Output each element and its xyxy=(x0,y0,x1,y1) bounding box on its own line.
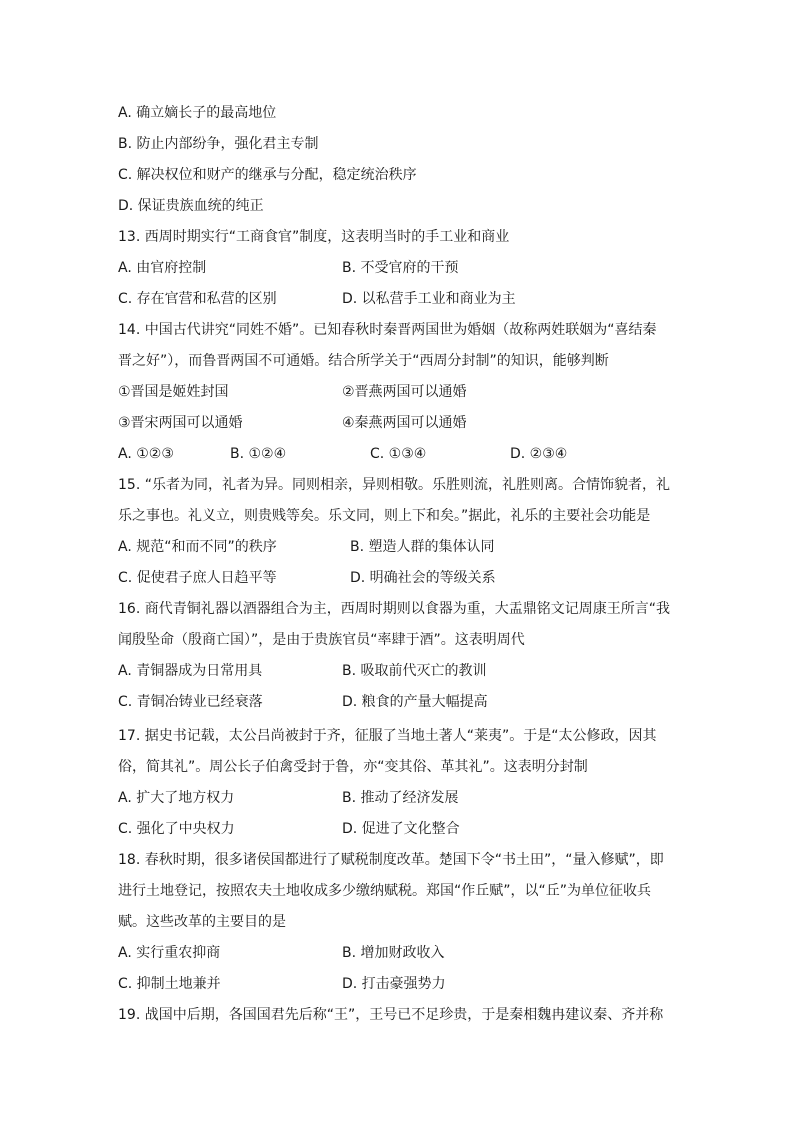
q15-option-d: D. 明确社会的等级关系 xyxy=(350,570,496,586)
q18-option-d: D. 打击豪强势力 xyxy=(342,976,446,992)
q12-option-b: B. 防止内部纷争，强化君主专制 xyxy=(118,136,319,152)
q17-stem-line-2: 俗，简其礼”。周公长子伯禽受封于鲁，亦“变其俗、革其礼”。这表明分封制 xyxy=(118,759,588,775)
q18-stem-line-2: 进行土地登记，按照农夫土地收成多少缴纳赋税。郑国“作丘赋”，以“丘”为单位征收兵 xyxy=(118,883,652,899)
q13-option-a: A. 由官府控制 xyxy=(118,260,207,276)
q17-stem-line-1: 17. 据史书记载，太公吕尚被封于齐，征服了当地土著人“莱夷”。于是“太公修政，因其 xyxy=(118,728,657,744)
q14-stem-line-2: 晋之好”），而鲁晋两国不可通婚。结合所学关于“西周分封制”的知识，能够判断 xyxy=(118,353,609,369)
q16-option-b: B. 吸取前代灭亡的教训 xyxy=(342,663,487,679)
q15-option-c: C. 促使君子庶人日趋平等 xyxy=(118,570,277,586)
q17-option-c: C. 强化了中央权力 xyxy=(118,821,235,837)
q17-option-b: B. 推动了经济发展 xyxy=(342,790,459,806)
q12-option-a: A. 确立嫡长子的最高地位 xyxy=(118,105,277,121)
q16-option-a: A. 青铜器成为日常用具 xyxy=(118,663,263,679)
q18-option-c: C. 抑制土地兼并 xyxy=(118,976,221,992)
q14-statement-1: ①晋国是姬姓封国 xyxy=(118,384,229,400)
q13-stem: 13. 西周时期实行“工商食官”制度，这表明当时的手工业和商业 xyxy=(118,229,510,245)
q14-statement-2: ②晋燕两国可以通婚 xyxy=(342,384,467,400)
q16-option-d: D. 粮食的产量大幅提高 xyxy=(342,694,488,710)
q13-option-b: B. 不受官府的干预 xyxy=(342,260,459,276)
q14-option-c: C. ①③④ xyxy=(370,446,427,462)
q16-stem-line-1: 16. 商代青铜礼器以酒器组合为主，西周时期则以食器为重，大盂鼎铭文记周康王所言“我 xyxy=(118,601,670,617)
q14-statement-4: ④秦燕两国可以通婚 xyxy=(342,415,467,431)
q12-option-c: C. 解决权位和财产的继承与分配，稳定统治秩序 xyxy=(118,167,417,183)
q13-option-d: D. 以私营手工业和商业为主 xyxy=(342,291,516,307)
q17-option-d: D. 促进了文化整合 xyxy=(342,821,460,837)
q14-stem-line-1: 14. 中国古代讲究“同姓不婚”。已知春秋时秦晋两国世为婚姻（故称两姓联姻为“喜结秦 xyxy=(118,322,657,338)
q12-option-d: D. 保证贵族血统的纯正 xyxy=(118,198,264,214)
q19-stem-line-1: 19. 战国中后期，各国国君先后称“王”，王号已不足珍贵，于是秦相魏冉建议秦、齐并称 xyxy=(118,1007,664,1023)
q14-option-b: B. ①②④ xyxy=(230,446,287,462)
q16-option-c: C. 青铜冶铸业已经衰落 xyxy=(118,694,263,710)
q18-stem-line-1: 18. 春秋时期，很多诸侯国都进行了赋税制度改革。楚国下令“书土田”，“量入修赋”，即 xyxy=(118,852,664,868)
q18-option-b: B. 增加财政收入 xyxy=(342,945,445,961)
q16-stem-line-2: 闻殷坠命（殷商亡国）”，是由于贵族官员“率肆于酒”。这表明周代 xyxy=(118,632,525,648)
q15-option-b: B. 塑造人群的集体认同 xyxy=(350,539,495,555)
q14-statement-3: ③晋宋两国可以通婚 xyxy=(118,415,243,431)
q15-option-a: A. 规范“和而不同”的秩序 xyxy=(118,539,277,555)
q18-option-a: A. 实行重农抑商 xyxy=(118,945,221,961)
q15-stem-line-2: 乐之事也。礼义立，则贵贱等矣。乐文同，则上下和矣。”据此，礼乐的主要社会功能是 xyxy=(118,508,651,524)
q15-stem-line-1: 15. “乐者为同，礼者为异。同则相亲，异则相敬。乐胜则流，礼胜则离。合情饰貌者，礼 xyxy=(118,477,670,493)
q14-option-a: A. ①②③ xyxy=(118,446,174,462)
q13-option-c: C. 存在官营和私营的区别 xyxy=(118,291,277,307)
q14-option-d: D. ②③④ xyxy=(510,446,568,462)
q18-stem-line-3: 赋。这些改革的主要目的是 xyxy=(118,914,286,930)
q17-option-a: A. 扩大了地方权力 xyxy=(118,790,235,806)
